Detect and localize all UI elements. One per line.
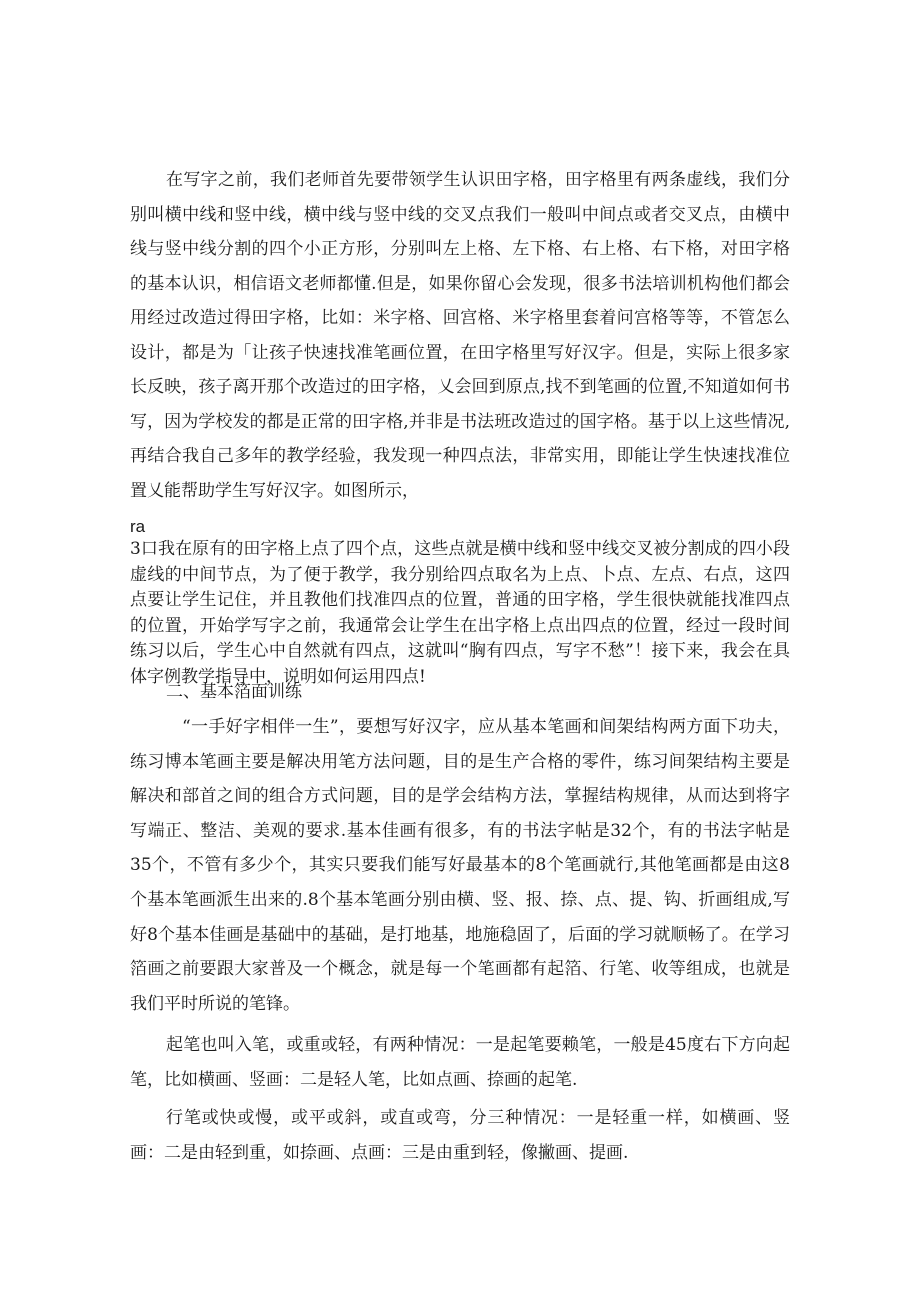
- paragraph-tianzige-intro: 在写字之前，我们老师首先要带领学生认识田字格，田字格里有两条虚线，我们分别叫横中线和竖中线，横中线与竖中线的交叉点我们一般叫中间点或者交叉点，由横中线与竖中线分割的四个小正方形，分别叫左上格、左下格、右上格、右下格，对田字格的基本认识，相信语文老师都懂.但是，如果你留心会发现，很多书法培训机构他们都会用经过改造过得田字格，比如：米字格、回宫格、米字格里套着问宫格等等，不管怎么设计，都是为「让孩子快速找准笔画位置，在田字格里写好汉字。但是，实际上很多家长反映，孩子离开那个改造过的田字格，乂会回到原点,找不到笔画的位置,不知道如何书写，因为学校发的都是正常的田字格,并非是书法班改造过的国字格。基于以上这些情况,再结合我自己多年的教学经验，我发现一种四点法，非常实用，即能让学生快速找准位置乂能帮助学生写好汉字。如图所示，: [130, 170, 790, 501]
- paragraph-four-points: 3口我在原有的田字格上点了四个点，这些点就是横中线和竖中线交叉被分割成的四小段虚线的中间节点，为了便于教学，我分别给四点取名为上点、卜点、左点、右点，这四点要让学生记住，并且教他们找准四点的位置，普通的田字格，学生很快就能找准四点的位置，开始学写字之前，我通常会让学生在出字格上点出四点的位置，经过一段时间练习以后，学生心中自然就有四点，这就叫“胸有四点，写字不愁”！接下来，我会在具体字例教学指导中，说明如何运用四点!: [130, 539, 790, 687]
- section-heading-basic-strokes: 二、基本箔面训练: [166, 682, 302, 702]
- paragraph-starting-stroke: 起笔也叫入笔，或重或轻，有两种情况：一是起笔要赖笔，一般是45度右下方向起笔，比如横画、竖画：二是轻人笔，比如点画、捺画的起笔.: [130, 1035, 790, 1090]
- figure-marker: ra: [130, 517, 146, 536]
- paragraph-moving-stroke: 行笔或快或慢，或平或斜，或直或弯，分三种情况：一是轻重一样，如横画、竖画：二是由轻到重，如捺画、点画：三是由重到轻，像撇画、提画.: [130, 1108, 790, 1163]
- paragraph-basic-strokes: “一手好字相伴一生”，要想写好汉字，应从基本笔画和间架结构两方面下功夫，练习博本笔画主要是解决用笔方法问题，目的是生产合格的零件，练习间架结构主要是解决和部首之间的组合方式问题，目的是学会结构方法，掌握结构规律，从而达到将字写端正、整洁、美观的要求.基本佳画有很多，有的书法字帖是32个，有的书法字帖是35个，不管有多少个，其实只要我们能写好最基本的8个笔画就行,其他笔画都是由这8个基本笔画派生出来的.8个基本笔画分别由横、竖、报、捺、点、提、钩、折画组成,写好8个基本佳画是基础中的基础，是打地基，地施稳固了，后面的学习就顺畅了。在学习箔画之前要跟大家普及一个概念，就是每一个笔画都有起箔、行笔、收等组成，也就是我们平时所说的笔锋。: [130, 717, 790, 1014]
